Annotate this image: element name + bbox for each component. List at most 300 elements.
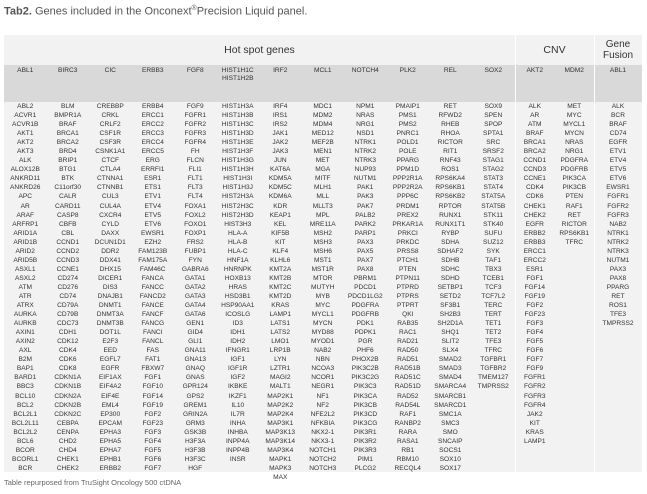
gene-cell: BTG1: [59, 166, 77, 174]
gene-cell: SH2D1A: [437, 320, 464, 328]
gene-cell: STAT5B: [481, 202, 506, 210]
gene-cell: CCNE1: [523, 175, 546, 183]
gene-cell: SRSF2: [482, 148, 504, 156]
gene-cell: GNAS: [185, 374, 205, 382]
gene-cell: CDH1: [58, 329, 77, 337]
gene-cell: FGF19: [524, 292, 546, 300]
gene-cell: GNA11: [184, 347, 206, 355]
gene-cell: ATR: [18, 292, 32, 300]
gene-cell: FANCL: [142, 338, 164, 346]
gene-cell: HSP90AA1: [221, 302, 255, 310]
gene-cell: ASXL2: [14, 274, 36, 282]
gene-cell: NKX3-1: [311, 437, 335, 445]
gene-column: [429, 65, 472, 473]
gene-cell: FGF19: [142, 401, 164, 409]
gene-cell: ABL2: [17, 103, 34, 110]
gene-cell: BCL2L2: [13, 428, 38, 436]
gene-cell: EPHA7: [99, 446, 122, 454]
gene-cell: RUNX1T1: [435, 220, 466, 228]
gene-cell: ETV1: [609, 148, 627, 156]
gene-cell: INHA: [229, 419, 246, 427]
gene-cell: ETV5: [144, 211, 161, 219]
gene-cell: IGF1R: [228, 365, 248, 373]
gene-cell: NTRK2: [354, 148, 377, 156]
gene-cell: PAK3: [357, 193, 374, 201]
gene-cell: CD74: [59, 292, 77, 300]
gene-cell: INPP4A: [226, 437, 250, 445]
gene-cell: SF3B1: [440, 302, 461, 310]
gene-cell: FOXO1: [184, 220, 207, 228]
gene-cell-first: BIRC3: [58, 67, 78, 74]
gene-cell: FGF23: [524, 311, 546, 319]
gene-cell: POLE: [398, 148, 417, 156]
gene-cell: CHEK2: [523, 211, 546, 219]
header-hotspot-genes: Hot spot genes: [224, 43, 295, 56]
gene-cell: IGF2: [230, 374, 246, 382]
gene-cell: SPOP: [484, 121, 503, 129]
gene-cell: SPEN: [484, 112, 503, 120]
gene-cell: SRC: [486, 139, 501, 147]
gene-cell: PAX8: [357, 265, 374, 273]
gene-cell: NKX2-1: [311, 428, 335, 436]
gene-cell: EPHA5: [99, 437, 122, 445]
gene-cell: FGFR2: [523, 383, 546, 391]
gene-cell: TBX3: [485, 265, 502, 273]
gene-cell: IKBKE: [228, 383, 248, 391]
gene-cell: KDM5C: [268, 184, 292, 192]
gene-cell: CDK4: [525, 184, 544, 192]
gene-cell-first: FGF8: [186, 67, 204, 74]
gene-cell: STAT4: [483, 184, 504, 192]
gene-cell: CENPA: [56, 428, 79, 436]
gene-cell: CCNE1: [56, 265, 79, 273]
gene-cell: GATA1: [184, 274, 206, 282]
gene-cell: MYB: [315, 292, 330, 300]
gene-cell: FLI1: [188, 166, 202, 174]
gene-cell: MAP3K14: [265, 437, 296, 445]
gene-cell: MLLT3: [312, 202, 333, 210]
gene-cell: FLCN: [186, 157, 204, 165]
gene-column: [259, 65, 302, 482]
gene-cell: MDM4: [313, 121, 333, 129]
gene-cell: PAK1: [357, 184, 374, 192]
gene-cell: CHEK1: [56, 455, 79, 463]
gene-cell: GEN1: [186, 320, 205, 328]
gene-cell: DOT1L: [99, 329, 121, 337]
gene-cell: GRIN2A: [182, 410, 208, 418]
gene-cell: KDM6A: [268, 193, 292, 201]
gene-cell: EIF4A2: [99, 383, 122, 391]
gene-cell: GNAQ: [185, 365, 205, 373]
gene-cell: PIK3C2B: [351, 365, 379, 373]
gene-column: [302, 65, 345, 473]
gene-cell: CBL: [61, 229, 75, 237]
gene-cell: CBFB: [58, 220, 77, 228]
gene-cell: HIST1H3E: [221, 139, 254, 147]
gene-cell: NTRK3: [354, 157, 377, 165]
gene-cell: DNMT1: [98, 302, 122, 310]
gene-cell: NRAS: [356, 112, 375, 120]
gene-cell: SMARCD1: [434, 401, 467, 409]
gene-cell: LRP1B: [269, 347, 291, 355]
gene-cell: FGFR3: [184, 130, 207, 138]
gene-cell: RUNX1: [439, 211, 462, 219]
gene-cell: BBC3: [16, 383, 34, 391]
gene-cell: PPP6C: [396, 193, 419, 201]
gene-cell: PALB2: [355, 211, 376, 219]
gene-cell: MYCN: [313, 320, 333, 328]
gene-cell: AURKA: [13, 311, 37, 319]
gene-cell: CD276: [57, 283, 79, 291]
gene-cell: CDKN2C: [54, 410, 82, 418]
gene-cell: FLT1: [187, 175, 203, 183]
gene-cell: PAX7: [357, 256, 374, 264]
gene-cell: SLX4: [442, 347, 459, 355]
gene-cell: PMAIP1: [395, 103, 420, 110]
gene-cell: GATA6: [184, 311, 206, 319]
gene-cell: FANCC: [141, 283, 164, 291]
gene-cell: BARD1: [14, 374, 37, 382]
gene-cell: SUZ12: [482, 238, 504, 246]
gene-cell: NUP93: [354, 166, 376, 174]
gene-cell: MET: [567, 103, 582, 110]
gene-cell-first: AKT2: [526, 67, 543, 74]
gene-cell: IDH2: [230, 338, 246, 346]
gene-cell: TERT: [484, 311, 502, 319]
gene-cell: HNRNPK: [223, 265, 252, 273]
gene-cell: NCOA3: [311, 365, 335, 373]
gene-cell: MAGI2: [269, 374, 291, 382]
gene-cell: KMT2A: [269, 265, 292, 273]
gene-cell: ERBB3: [523, 238, 546, 246]
gene-cell: PARP1: [354, 229, 376, 237]
gene-cell: PRKCI: [397, 229, 418, 237]
gene-cell: SOX9: [484, 103, 503, 110]
gene-cell: CDC73: [56, 320, 79, 328]
gene-cell: SMAD3: [438, 365, 462, 373]
gene-cell: FAS: [146, 347, 159, 355]
gene-cell: BRCA2: [523, 148, 546, 156]
gene-cell: PDPK1: [354, 329, 377, 337]
gene-cell: RPS6KA4: [435, 175, 466, 183]
gene-cell: FGF4: [144, 437, 162, 445]
gene-cell: CD74: [609, 130, 627, 138]
gene-cell: NSD1: [356, 130, 375, 138]
gene-cell: INHBA: [227, 428, 248, 436]
gene-cell: SMAD2: [438, 356, 462, 364]
gene-cell: HIST1H3A: [221, 103, 254, 110]
gene-cell: PDGFRB: [351, 311, 379, 319]
gene-cell: GSK3B: [184, 428, 207, 436]
gene-cell: SDHC: [440, 265, 460, 273]
gene-cell: FGF14: [142, 392, 164, 400]
gene-cell: CASP8: [56, 211, 79, 219]
gene-cell: EGFL7: [99, 356, 121, 364]
gene-cell: ERCC1: [141, 112, 164, 120]
gene-cell: FGF4: [526, 329, 544, 337]
gene-cell: CDK8: [58, 365, 77, 373]
gene-cell: TMEM127: [478, 374, 509, 382]
gene-cell: PTEN: [565, 193, 584, 201]
gene-cell: BCR: [18, 464, 33, 472]
gene-cell: EWSR1: [606, 184, 630, 192]
gene-cell: SOX10: [439, 455, 461, 463]
gene-cell: BRAF: [525, 130, 544, 138]
gene-cell: EPCAM: [98, 419, 122, 427]
gene-cell: ETV5: [609, 166, 627, 174]
gene-cell: FGFR1: [523, 374, 546, 382]
gene-cell: MDC1: [313, 103, 333, 110]
gene-column: [472, 65, 516, 473]
gene-cell: MRE11A: [309, 220, 336, 228]
gene-cell: BTK: [61, 175, 75, 183]
gene-cell: CRKL: [101, 112, 120, 120]
gene-cell: CHD2: [58, 437, 77, 445]
gene-cell: GATA3: [184, 292, 206, 300]
gene-cell: HIST2H3A: [221, 193, 254, 201]
gene-cell: EPHB1: [99, 455, 122, 463]
gene-cell: FOXP1: [184, 229, 207, 237]
gene-cell: SDHAF2: [437, 247, 464, 255]
gene-cell: SNCAIP: [437, 437, 463, 445]
gene-cell: ARID1A: [13, 229, 38, 237]
gene-cell: PLCG2: [354, 464, 377, 472]
gene-cell: TFE3: [609, 311, 627, 319]
gene-cell: BCL10: [15, 392, 36, 400]
gene-cell: E2F3: [102, 338, 119, 346]
header-cnv: CNV: [543, 43, 566, 56]
gene-cell: FGFR3: [607, 211, 629, 219]
gene-cell: BRCA1: [56, 130, 79, 138]
gene-cell: HLA-C: [227, 247, 248, 255]
gene-cell: CTNNB1: [97, 184, 124, 192]
gene-cell: CREBBP: [96, 103, 124, 110]
gene-cell: CCND3: [56, 256, 80, 264]
gene-cell: BLM: [60, 103, 75, 110]
gene-cell: TFRC: [565, 238, 584, 246]
gene-cell: NRG1: [356, 121, 375, 129]
gene-cell: KIF5B: [271, 229, 290, 237]
gene-cell: PRKDC: [396, 238, 420, 246]
gene-cell: PAX8: [609, 274, 627, 282]
gene-cell: NRAS: [565, 139, 584, 147]
gene-cell: MUTYH: [311, 283, 335, 291]
gene-cell: GATA4: [184, 302, 206, 310]
gene-cell: CDK6: [525, 193, 544, 201]
gene-cell: CSNK1A1: [95, 148, 126, 156]
gene-cell: NAB2: [609, 220, 627, 228]
gene-cell: KAT6A: [270, 166, 291, 174]
gene-cell: FUBP1: [184, 247, 206, 255]
gene-cell: NFE2L2: [310, 410, 335, 418]
gene-cell: DHX15: [99, 265, 121, 273]
gene-cell-first: MCL1: [313, 67, 332, 74]
table-source-note: Table repurposed from TruSight Oncology 500 ctDNA: [4, 478, 182, 487]
gene-cell: FGF5: [526, 338, 544, 346]
gene-cell: TGFBR1: [480, 356, 507, 364]
gene-cell: CARD11: [54, 202, 81, 210]
gene-cell: MAPK1: [269, 455, 292, 463]
gene-cell: NF2: [316, 401, 329, 409]
gene-cell: AXL: [19, 347, 32, 355]
gene-cell: JAK2: [526, 410, 543, 418]
gene-cell: KLHL6: [270, 256, 291, 264]
gene-column: [344, 65, 387, 473]
gene-cell: HOXB13: [224, 274, 251, 282]
gene-cell: HIST2H3C: [221, 202, 254, 210]
gene-cell: ALK: [19, 157, 32, 165]
gene-cell: NCOR1: [311, 374, 335, 382]
gene-cell: MEN1: [313, 148, 332, 156]
gene-cell-first: SOX2: [484, 67, 503, 74]
gene-cell: RAD21: [397, 338, 419, 346]
gene-cell: KIT: [529, 419, 540, 427]
gene-cell: MAP3K4: [267, 446, 294, 454]
gene-cell: RARA: [398, 428, 417, 436]
gene-cell: MYD88: [311, 329, 334, 337]
gene-cell: DNAJB1: [97, 292, 123, 300]
gene-cell: SUFU: [484, 229, 503, 237]
gene-cell: RHOA: [440, 130, 460, 138]
gene-cell: NOTCH1: [309, 446, 337, 454]
gene-cell: PTCH1: [396, 256, 419, 264]
gene-column: [387, 65, 430, 473]
gene-cell: SETD2: [439, 292, 461, 300]
gene-cell: MEF2B: [311, 139, 334, 147]
gene-cell: CTNNA1: [97, 175, 124, 183]
gene-cell: TCF3: [485, 283, 502, 291]
gene-cell: STK40: [483, 220, 504, 228]
gene-cell: APC: [18, 193, 33, 201]
gene-cell: AXIN2: [15, 338, 35, 346]
gene-cell: GNA13: [184, 356, 207, 364]
gene-cell: SMAD4: [438, 374, 462, 382]
gene-cell: HLA-B: [228, 238, 248, 246]
gene-cell: SH2B3: [439, 311, 461, 319]
gene-cell: PTEN: [398, 265, 417, 273]
gene-cell: ACVR1B: [12, 121, 39, 129]
gene-cell: GLI1: [188, 338, 203, 346]
gene-cell: BCL2L1: [13, 410, 38, 418]
gene-cell: RAF1: [565, 202, 583, 210]
gene-cell: DNMT3A: [96, 311, 124, 319]
gene-cell: EML4: [101, 401, 119, 409]
gene-cell: RAD51C: [394, 374, 421, 382]
gene-cell: BAP1: [16, 365, 34, 373]
gene-cell: MYOD1: [311, 338, 335, 346]
gene-cell: ETV6: [609, 175, 627, 183]
gene-cell: C11orf30: [54, 184, 82, 192]
gene-cell: NUTM1: [353, 175, 377, 183]
gene-cell: RAC1: [398, 329, 417, 337]
gene-cell: FGF14: [524, 283, 546, 291]
gene-cell: INSR: [229, 455, 246, 463]
gene-cell: RPS6KB2: [435, 193, 466, 201]
gene-cell: HSD3B1: [224, 292, 251, 300]
gene-cell: JAK2: [272, 139, 289, 147]
gene-cell: IDH1: [230, 329, 246, 337]
gene-cell: STAG2: [482, 166, 504, 174]
gene-cell: GABRA6: [181, 265, 209, 273]
gene-cell: H3F3A: [184, 437, 206, 445]
gene-cell: FGF5: [144, 446, 162, 454]
gene-cell: PNRC1: [396, 130, 419, 138]
gene-cell: BRAF: [58, 121, 77, 129]
gene-cell: CTCF: [101, 157, 120, 165]
gene-cell: ERG: [145, 157, 160, 165]
gene-cell: HIST1H3D: [221, 130, 254, 138]
gene-cell: FGF3: [526, 320, 544, 328]
gene-cell: CDK4: [58, 347, 77, 355]
gene-cell: CD274: [57, 274, 79, 282]
gene-cell: EWSR1: [141, 229, 165, 237]
gene-cell: TCEB1: [482, 274, 504, 282]
gene-cell: CSF3R: [99, 139, 122, 147]
gene-cell: FAM46C: [139, 265, 166, 273]
gene-cell: ALK: [528, 103, 541, 110]
gene-cell: MYC: [315, 302, 331, 310]
gene-cell: PHF6: [356, 347, 374, 355]
gene-cell: LATS2: [270, 329, 291, 337]
gene-cell: MALT1: [269, 383, 291, 391]
gene-cell-first: ABL1: [609, 67, 627, 74]
gene-cell: CHD4: [58, 446, 77, 454]
gene-cell: MDM2: [313, 112, 333, 120]
caption-label: Tab2.: [4, 5, 32, 18]
gene-cell: ARID1B: [13, 238, 38, 246]
gene-cell: EGFR: [101, 365, 120, 373]
gene-cell: EGFR: [525, 220, 544, 228]
gene-cell: TMPRSS2: [602, 320, 634, 328]
gene-cell: FGF7: [144, 464, 162, 472]
gene-cell: FANCF: [141, 311, 164, 319]
gene-cell: CALR: [58, 193, 77, 201]
gene-cell: MAX: [273, 473, 288, 481]
gene-cell: HIST2H3D: [221, 211, 254, 219]
gene-cell: KEAP1: [269, 211, 291, 219]
gene-cell: CUL4A: [99, 202, 121, 210]
gene-cell: MSH2: [313, 229, 332, 237]
gene-cell: PDK1: [356, 320, 374, 328]
gene-cell: TMPRSS2: [477, 383, 509, 391]
gene-cell: ATM: [528, 121, 542, 129]
gene-cell: MYCL1: [563, 121, 586, 129]
gene-cell: LATS1: [270, 320, 291, 328]
gene-cell: PIK3CD: [353, 410, 378, 418]
gene-cell: PTPRS: [396, 292, 419, 300]
gene-cell: FLT4: [187, 193, 203, 201]
gene-cell: TGFBR2: [480, 365, 507, 373]
gene-cell-first: ABL1: [17, 67, 34, 74]
gene-cell: ERBB4: [141, 103, 164, 110]
gene-cell: BCL2: [17, 401, 34, 409]
gene-cell: FLT3: [187, 184, 203, 192]
gene-cell: RECQL4: [394, 464, 421, 472]
gene-cell: MST1R: [311, 265, 334, 273]
gene-cell: AR: [20, 202, 30, 210]
gene-cell: KMT2B: [269, 274, 292, 282]
gene-cell: FGFR4: [184, 139, 207, 147]
gene-cell: JAK1: [272, 130, 289, 138]
gene-cell: PTPN11: [395, 274, 420, 282]
gene-cell: IRF4: [273, 103, 288, 110]
gene-cell: FGFR1: [607, 193, 629, 201]
gene-cell: HRAS: [228, 283, 247, 291]
gene-cell: H3F3B: [184, 446, 206, 454]
gene-cell: RIT1: [443, 148, 458, 156]
gene-cell: PIM1: [357, 455, 373, 463]
gene-cell: DDR2: [101, 247, 120, 255]
